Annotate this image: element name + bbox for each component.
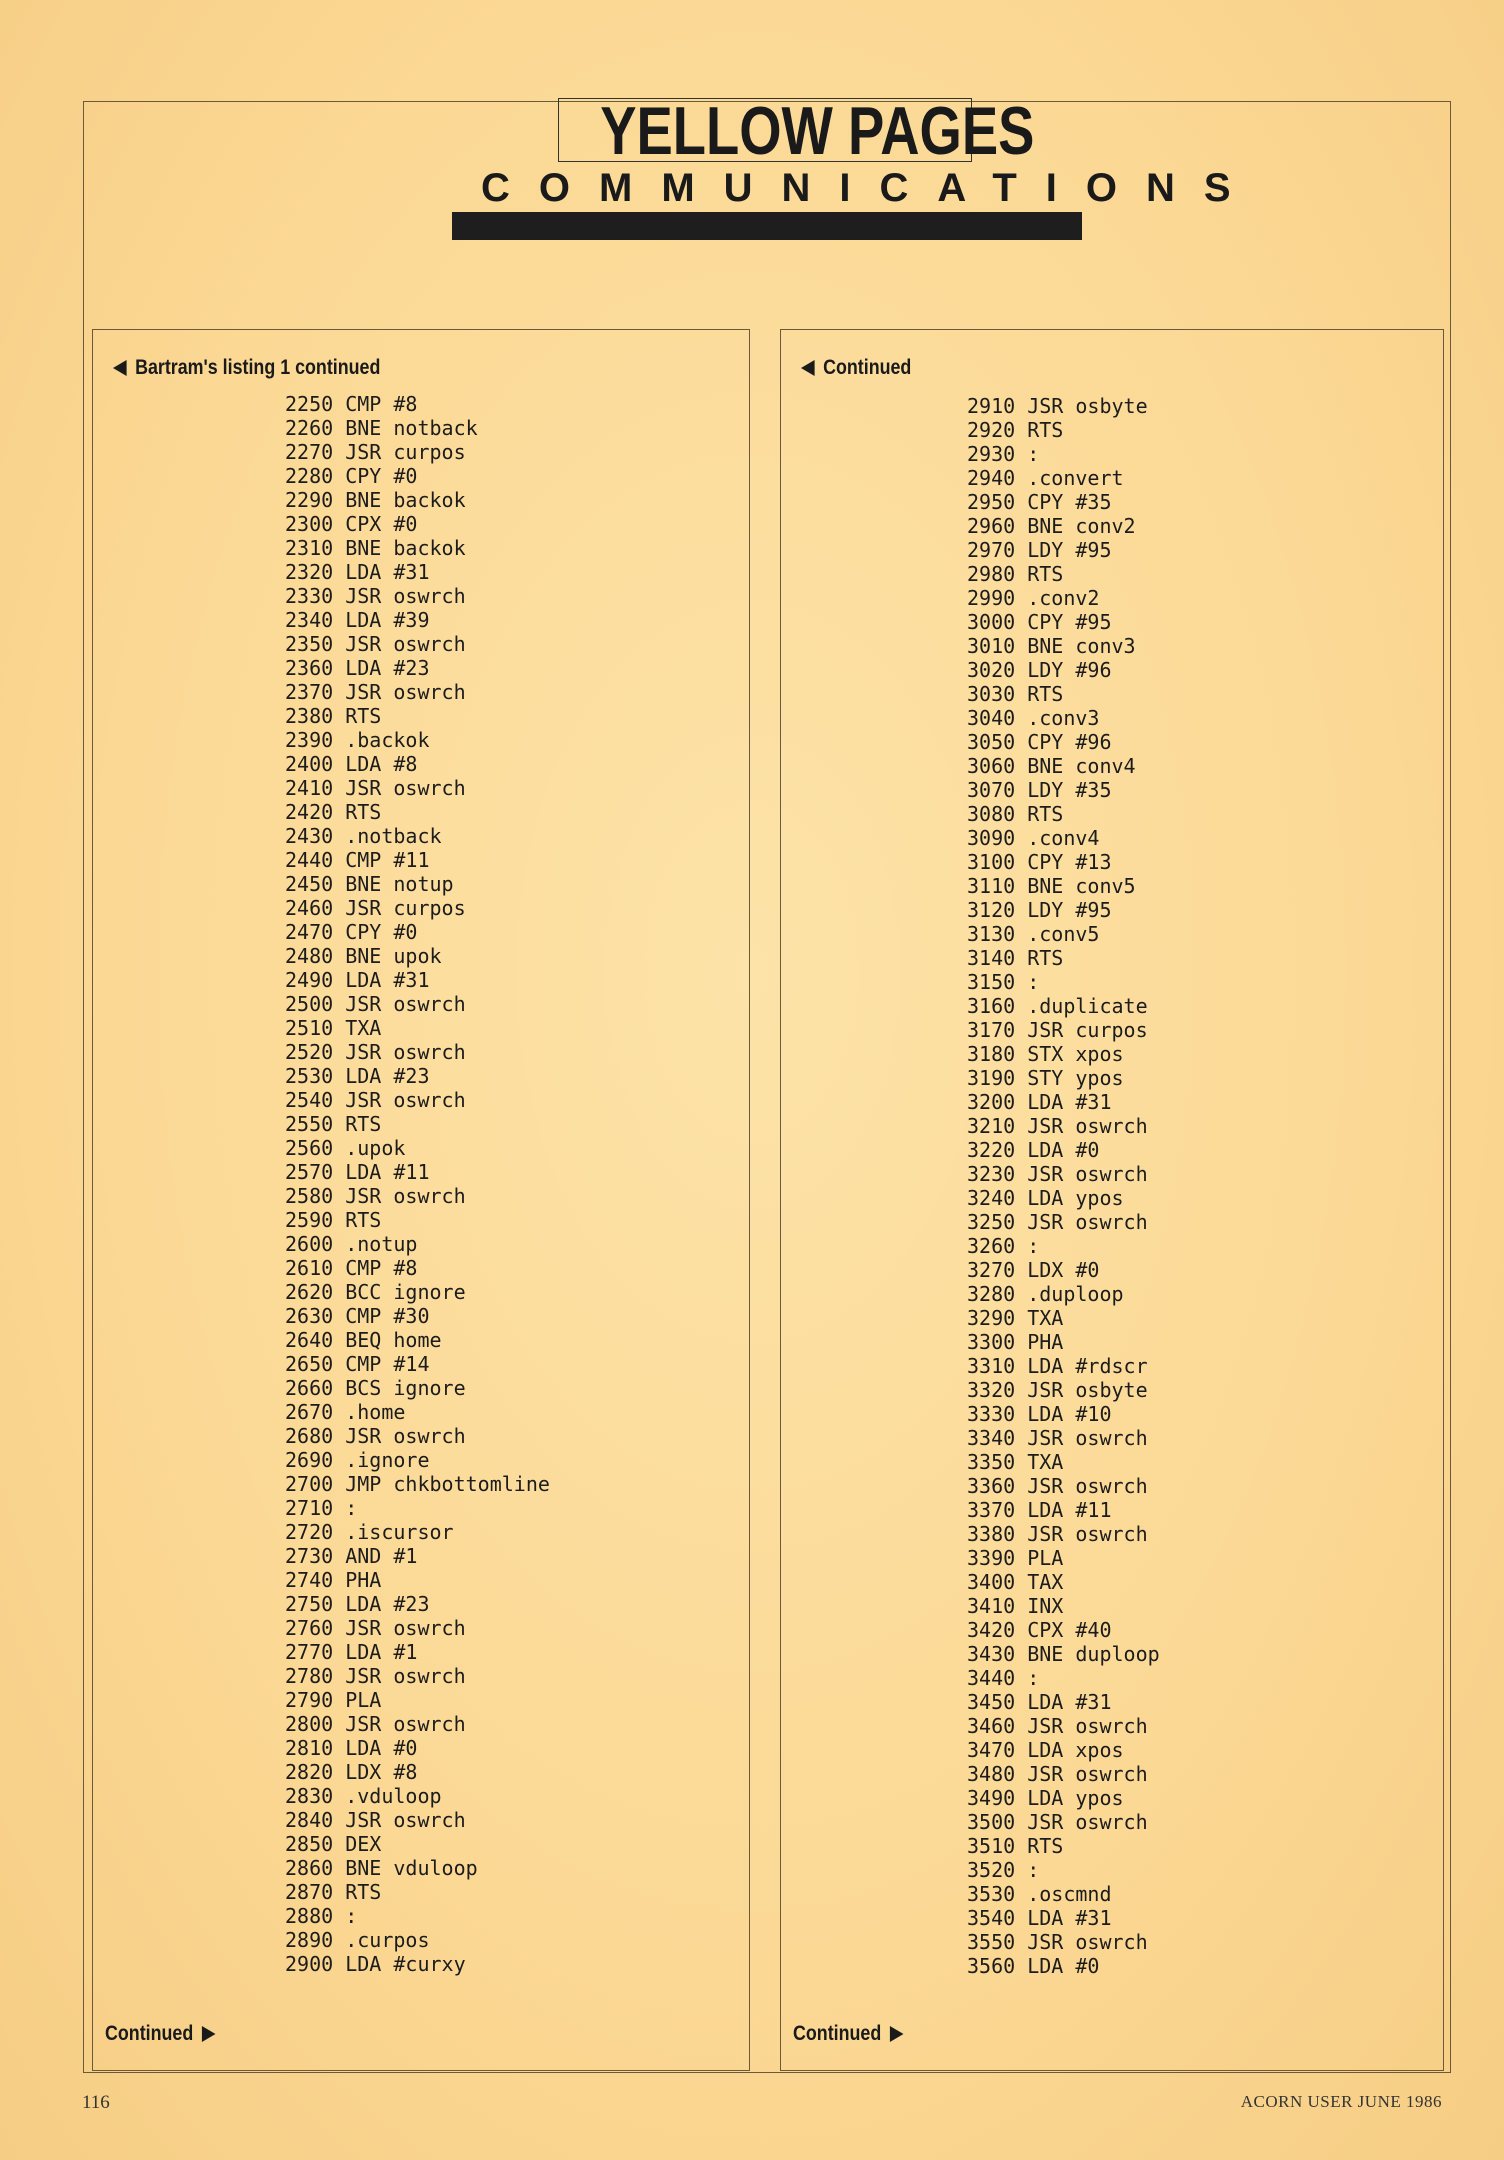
code-line: 3290 TXA [967,1306,1064,1330]
code-line: 3440 : [967,1666,1040,1690]
code-line: 3300 PHA [967,1330,1064,1354]
code-line: 3010 BNE conv3 [967,634,1136,658]
panel-header-right [801,356,911,380]
code-line: 2710 : [285,1496,358,1520]
code-line: 3540 LDA #31 [967,1906,1112,1930]
publication-credit: ACORN USER JUNE 1986 [1240,2092,1442,2111]
code-line: 2920 RTS [967,418,1064,442]
panel-header-right-text: Continued [823,356,912,379]
code-line: 2740 PHA [285,1568,382,1592]
code-line: 3320 JSR osbyte [967,1378,1148,1402]
code-line: 2790 PLA [285,1688,382,1712]
code-line: 2370 JSR oswrch [285,680,466,704]
code-line: 2470 CPY #0 [285,920,418,944]
code-line: 3330 LDA #10 [967,1402,1112,1426]
code-line: 2890 .curpos [285,1928,430,1952]
code-line: 3360 JSR oswrch [967,1474,1148,1498]
code-line: 3550 JSR oswrch [967,1930,1148,1954]
code-line: 3140 RTS [967,946,1064,970]
panel-footer-left [105,2022,215,2046]
code-line: 3350 TXA [967,1450,1064,1474]
code-line: 2590 RTS [285,1208,382,1232]
code-line: 3490 LDA ypos [967,1786,1124,1810]
code-line: 2480 BNE upok [285,944,442,968]
arrow-left-icon [801,360,815,376]
code-listing-right [967,394,1160,1978]
masthead-title-box [558,93,1035,169]
code-line: 3380 JSR oswrch [967,1522,1148,1546]
code-line: 2750 LDA #23 [285,1592,430,1616]
masthead-title: YELLOW PAGES [600,93,1035,169]
code-line: 2380 RTS [285,704,382,728]
code-line: 2990 .conv2 [967,586,1100,610]
code-line: 2270 JSR curpos [285,440,466,464]
code-line: 3450 LDA #31 [967,1690,1112,1714]
code-line: 2870 RTS [285,1880,382,1904]
code-line: 3120 LDY #95 [967,898,1112,922]
code-line: 2530 LDA #23 [285,1064,430,1088]
code-line: 3060 BNE conv4 [967,754,1136,778]
code-line: 2600 .notup [285,1232,418,1256]
code-line: 2290 BNE backok [285,488,466,512]
code-line: 2940 .convert [967,466,1124,490]
code-line: 2960 BNE conv2 [967,514,1136,538]
code-line: 2390 .backok [285,728,430,752]
code-line: 2950 CPY #35 [967,490,1112,514]
code-line: 2320 LDA #31 [285,560,430,584]
code-line: 2440 CMP #11 [285,848,430,872]
code-line: 3280 .duploop [967,1282,1124,1306]
panel-header-left [113,356,380,380]
code-line: 3260 : [967,1234,1040,1258]
code-line: 2260 BNE notback [285,416,478,440]
code-listing-left [285,392,550,1976]
code-line: 2930 : [967,442,1040,466]
code-line: 3310 LDA #rdscr [967,1354,1148,1378]
code-line: 2850 DEX [285,1832,382,1856]
code-line: 3370 LDA #11 [967,1498,1112,1522]
code-line: 2490 LDA #31 [285,968,430,992]
code-line: 2660 BCS ignore [285,1376,466,1400]
code-line: 3110 BNE conv5 [967,874,1136,898]
code-line: 2630 CMP #30 [285,1304,430,1328]
code-line: 3200 LDA #31 [967,1090,1112,1114]
code-line: 3130 .conv5 [967,922,1100,946]
code-line: 2300 CPX #0 [285,512,418,536]
code-line: 2520 JSR oswrch [285,1040,466,1064]
code-line: 3090 .conv4 [967,826,1100,850]
code-line: 2340 LDA #39 [285,608,430,632]
masthead-bar [452,212,1082,240]
code-line: 2250 CMP #8 [285,392,418,416]
code-line: 3160 .duplicate [967,994,1148,1018]
code-line: 2360 LDA #23 [285,656,430,680]
code-line: 3460 JSR oswrch [967,1714,1148,1738]
code-line: 3480 JSR oswrch [967,1762,1148,1786]
code-line: 3230 JSR oswrch [967,1162,1148,1186]
code-line: 3390 PLA [967,1546,1064,1570]
code-line: 3520 : [967,1858,1040,1882]
arrow-right-icon [890,2026,904,2042]
code-line: 2830 .vduloop [285,1784,442,1808]
code-line: 2460 JSR curpos [285,896,466,920]
code-line: 3530 .oscmnd [967,1882,1112,1906]
code-line: 2910 JSR osbyte [967,394,1148,418]
code-line: 2570 LDA #11 [285,1160,430,1184]
code-line: 2720 .iscursor [285,1520,454,1544]
code-line: 3050 CPY #96 [967,730,1112,754]
panel-footer-right-text: Continued [793,2022,882,2045]
code-line: 2400 LDA #8 [285,752,418,776]
code-line: 2760 JSR oswrch [285,1616,466,1640]
code-line: 3100 CPY #13 [967,850,1112,874]
code-line: 3040 .conv3 [967,706,1100,730]
code-line: 3020 LDY #96 [967,658,1112,682]
code-line: 2410 JSR oswrch [285,776,466,800]
panel-header-left-text: Bartram's listing 1 continued [135,356,381,379]
panel-footer-right [793,2022,903,2046]
code-line: 3340 JSR oswrch [967,1426,1148,1450]
code-line: 3170 JSR curpos [967,1018,1148,1042]
code-line: 2820 LDX #8 [285,1760,418,1784]
code-line: 2800 JSR oswrch [285,1712,466,1736]
arrow-left-icon [113,360,127,376]
code-line: 2680 JSR oswrch [285,1424,466,1448]
code-line: 2770 LDA #1 [285,1640,418,1664]
code-line: 2350 JSR oswrch [285,632,466,656]
page-number: 116 [82,2092,110,2113]
code-line: 2420 RTS [285,800,382,824]
code-line: 2280 CPY #0 [285,464,418,488]
code-line: 2450 BNE notup [285,872,454,896]
code-line: 2900 LDA #curxy [285,1952,466,1976]
code-line: 3210 JSR oswrch [967,1114,1148,1138]
code-line: 3180 STX xpos [967,1042,1124,1066]
code-line: 2860 BNE vduloop [285,1856,478,1880]
arrow-right-icon [202,2026,216,2042]
code-line: 3150 : [967,970,1040,994]
code-line: 2840 JSR oswrch [285,1808,466,1832]
code-line: 3250 JSR oswrch [967,1210,1148,1234]
listing-panel-left [92,329,750,2071]
code-line: 3470 LDA xpos [967,1738,1124,1762]
code-line: 2430 .notback [285,824,442,848]
code-line: 2540 JSR oswrch [285,1088,466,1112]
code-line: 3240 LDA ypos [967,1186,1124,1210]
code-line: 2780 JSR oswrch [285,1664,466,1688]
code-line: 3410 INX [967,1594,1064,1618]
code-line: 3000 CPY #95 [967,610,1112,634]
code-line: 2310 BNE backok [285,536,466,560]
code-line: 2690 .ignore [285,1448,430,1472]
code-line: 2560 .upok [285,1136,406,1160]
code-line: 3270 LDX #0 [967,1258,1100,1282]
code-line: 2510 TXA [285,1016,382,1040]
code-line: 2670 .home [285,1400,406,1424]
code-line: 3190 STY ypos [967,1066,1124,1090]
code-line: 2620 BCC ignore [285,1280,466,1304]
code-line: 2810 LDA #0 [285,1736,418,1760]
code-line: 3220 LDA #0 [967,1138,1100,1162]
code-line: 2730 AND #1 [285,1544,418,1568]
code-line: 3080 RTS [967,802,1064,826]
code-line: 2980 RTS [967,562,1064,586]
code-line: 2880 : [285,1904,358,1928]
code-line: 3420 CPX #40 [967,1618,1112,1642]
code-line: 2640 BEQ home [285,1328,442,1352]
code-line: 3510 RTS [967,1834,1064,1858]
code-line: 3030 RTS [967,682,1064,706]
code-line: 2500 JSR oswrch [285,992,466,1016]
code-line: 3500 JSR oswrch [967,1810,1148,1834]
code-line: 2610 CMP #8 [285,1256,418,1280]
code-line: 3400 TAX [967,1570,1064,1594]
code-line: 2550 RTS [285,1112,382,1136]
code-line: 3560 LDA #0 [967,1954,1100,1978]
panel-footer-left-text: Continued [105,2022,194,2045]
code-line: 3430 BNE duploop [967,1642,1160,1666]
code-line: 2700 JMP chkbottomline [285,1472,550,1496]
code-line: 2330 JSR oswrch [285,584,466,608]
masthead-subtitle: COMMUNICATIONS [481,166,1260,210]
listing-panel-right [780,329,1444,2071]
code-line: 2580 JSR oswrch [285,1184,466,1208]
code-line: 2970 LDY #95 [967,538,1112,562]
code-line: 3070 LDY #35 [967,778,1112,802]
code-line: 2650 CMP #14 [285,1352,430,1376]
